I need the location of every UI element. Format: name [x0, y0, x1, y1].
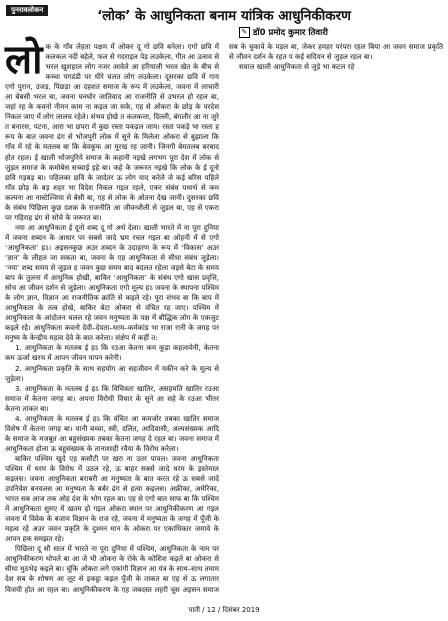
paragraph: 3. आधुनिकता के मतलब ई हऽ कि विचित्रता खातिर, असहमति खातिर रउआ समाज में केतना जगह बा। अपना विरोधी विचार के सुने आ सहे के रउआ भीतर केतना ताकत बा।: [5, 383, 219, 413]
paragraph: पिछिला दू सौ साल में भारते ना पूरा दुनिया में पश्चिम, आधुनिकता के नाम पर आधुनिकीकरण थोपले बा आ जे भी ओकरा के रोके के कोशिश कइले बा ओकरा से सीधा मुठभेड़ कइले बा। चूंकि ओकरा लगे एकांगी विज्ञान आ यंत्र के साथ–साथ तमाम देश सब के शोषण आ लूट से इकट्ठा कइल पूँजी के ताकत बा एह से ऊ लगातार विजयी होत आ रहल बा। आधुनिकीकरण के एह जबदस्त लहरी चूस अइसन समाज सब के चुकावे के पड़ल बा, जेकर हमहर परंपरा रहल बिया आ जवन समाज प्रकृति से जीवन दर्शन के रहत प कई सदियन से जुड़ल रहल बा।: [5, 42, 443, 594]
paragraph: बाकिर पश्चिम खुदे एह कसौटी पर खरा ना उतर पावल। जवना आधुनिकता पश्चिम में धरम के विरोध में उठल रहे, ऊ बाहर सबसे जादे धरम के इस्तेमाल कइलस। जवना आधुनिकता बराबरी आ मनुष्यता के बात करत रहे ऊ सबसे जादे उपनिवेश बनवलस आ मनुष्यता के बर्बर ढंग से हत्या कइलस। अफ्रीका, अमेरिका, भारत सब आज तक ओह दंश के भोग रहल बा। एह से एगो बात साफ बा कि पश्चिम में आधुनिकता शुरुए में खतम हो गइल ओकरा स्थान पर आधुनिकीकरण आ गइल जवना में विवेक के बजाय विज्ञान के राज रहे, जवना में मनुष्यता के जगह में पूँजी के महत्व रहे अउर जवन प्रकृति के दुश्मन मान के ओकरा पर एकाधिकार जमावे के आपन हक समझत रहे।: [5, 453, 219, 544]
article-title: ‘लोक’ के आधुनिकता बनाम यांत्रिक आधुनिकीकरण: [97, 8, 351, 24]
author-name: डॉ0 प्रमोद कुमार तिवारी: [252, 28, 328, 38]
paragraph: 4. आधुनिकता के मतलब ई हऽ कि वंचित आ कमजोर तबका खातिर समाज विशेष में केतना जगह बा। यानी बच्चा, स्त्री, दलित, आदिवासी, अल्पसंख्यक आदि के समाज के मजबूत आ बहुसंख्यक तबका केतना जगह दे रहल बा। जवना समाज में आधुनिकता होला ऊ बहुसंख्यक के तानाशाही रवैया के विरोध करेला।: [5, 413, 219, 453]
article-body: [5, 37, 443, 598]
section-tag: पुनरावलोकन: [6, 5, 48, 16]
paragraph: नया आ आधुनिकता ई दूनो शब्द दू गो अर्थ देला। खाली भारते में ना पूरा दुनिया में जवना शब्दन के आधार पर सबसे जादे भ्रम रचल गइल बा ओहनी में से एगो ‘आधुनिकता’ हऽ। अइसनकुछ अउर शब्दन के उदाहरण के रूप में ‘विकास’ अउर ‘ज्ञान’ के लीहल जा सकता बा, जवना के एह आधुनिकता से सीधा संबंध जुड़ेला। ‘नया’ शब्द समय से जुड़ल ह जवन कुछ समय बाद बदलत रहेला जइसे बेटा के समय बाप के तुलना में आधुनिक होखी, बाकिर ‘आधुनिकता’ के संबंध एगो खास प्रवृत्ति, सोच आ जीवन दर्शन से जुड़ेला। आधुनिकता एगो मूल्य हऽ जवना के स्थापना पश्चिम के लोग ज्ञान, विज्ञान आ राजनीतिक क्रांति से कइले रहे। पूरा संभव बा कि बाप में आधुनिकता के तत्व होखे, बाकिर बेटा ओकरा से वंचित रह जाए। पश्चिम में आधुनिकता के आंदोलन चलल रहे जवन मनुष्यता के पक्ष में बौद्धिक लोग के एकजुट कइले रहे। आधुनिकता कवनो देवी–देवता–धरम–कर्मकांड भा राजा रानी के जगह पर मनुष्य के केन्द्रीय महत्व देवे के बात करेला। संक्षेप में कहीं त:: [5, 222, 219, 343]
author-byline: [239, 27, 328, 38]
paragraph: 1. आधुनिकता के मतलब ई हऽ कि रउआ केतना कम कूड़ा कहलावेनी, केतना कम ऊर्जा खरच में आपन जीवन यापन करेनी।: [5, 343, 219, 363]
paragraph: लोक के गाँव लेहता पक्षम में ओकर दू गो छवि बनेला। एगो छवि में कलकल नदी बहेले, फल से गदराइल पेड़ लउकेला, गीत आ उत्सव से भरल खुशहाल लोग नजर आवेले आ हरियाली भरल खेत के बीच से कच्चा पगडंडी पर धीरे चलत लोग लउकेला। दूसरका छवि में गाय एगो पुरान, उजड़, पिछड़ा आ दहशत समाज के रूप में लउकेला, जवना में लाचारी आ बेबसी भरल बा, जवना घनघोर जातिवाद आ राजनीति से उभरल हो रहल बा, जहां रह के कवनो नीमन काम ना कइल जा सके, एह से ओकरा के छोड़ के परदेस निकल जाए में लोग लालच रहेले। संभव होखे त कलकत्ता, दिल्ली, बंगलौर आ ना जुरे त बनारस, पटना, आरा भा छपरा में कुछ रस्ता पकड़ल जाय। रस्ता पकड़े भा रस्ता ह रूप के बात जवना ढंग से भोजपुरी लोक में सुने के मिलेला ओकरा से बुझाला कि गाँव में रहे के मतलब बा कि बेवकूफ आ मूरख रह जानी। जिनगी बेमतलब बरबाद होत रहल। ई खाली भोजपुरिये समाज के कहानी नइखे लगभग पूरा देश में लोक से जुड़ल समाज के कमोबेस सच्चाई इहे बा। कहे के जरूरत नइखे कि लोक के ई दूनो छवि गड़बड़ बा। पहिलका छवि के जादेतर ऊ लोग याद करेले जे कई बरिस पहिले गाँव छोड़ के बड़ शहर भा विदेश निकल गइल रहले, एकर संबंध यथार्थ से कम कल्पना आ नास्टेल्जिया से बेसी बा, एह से लोक के ओतना देख जानी। दुसरका छवि के संबंध पिछिला कुछ दशक के राजनीति आ जीवनशैली से जुड़ल बा, एह से एकरा पर गहिराह ढंग से सोचे के जरूरत बा।: [5, 37, 219, 222]
paragraph: सवाल खाली आधुनिकता से जुड़े भा कटल रहे: [239, 62, 355, 72]
paragraph: 2. आधुनिकता प्रकृति के साथ सहयोग आ सहजीवन में यकीन करे के मूल्य से जुड़ेला।: [5, 363, 219, 383]
page-footer: पाती / 12 / दिसंबर 2019: [188, 606, 260, 614]
pen-icon: ✎: [239, 27, 250, 38]
dropcap: लो: [5, 37, 43, 83]
